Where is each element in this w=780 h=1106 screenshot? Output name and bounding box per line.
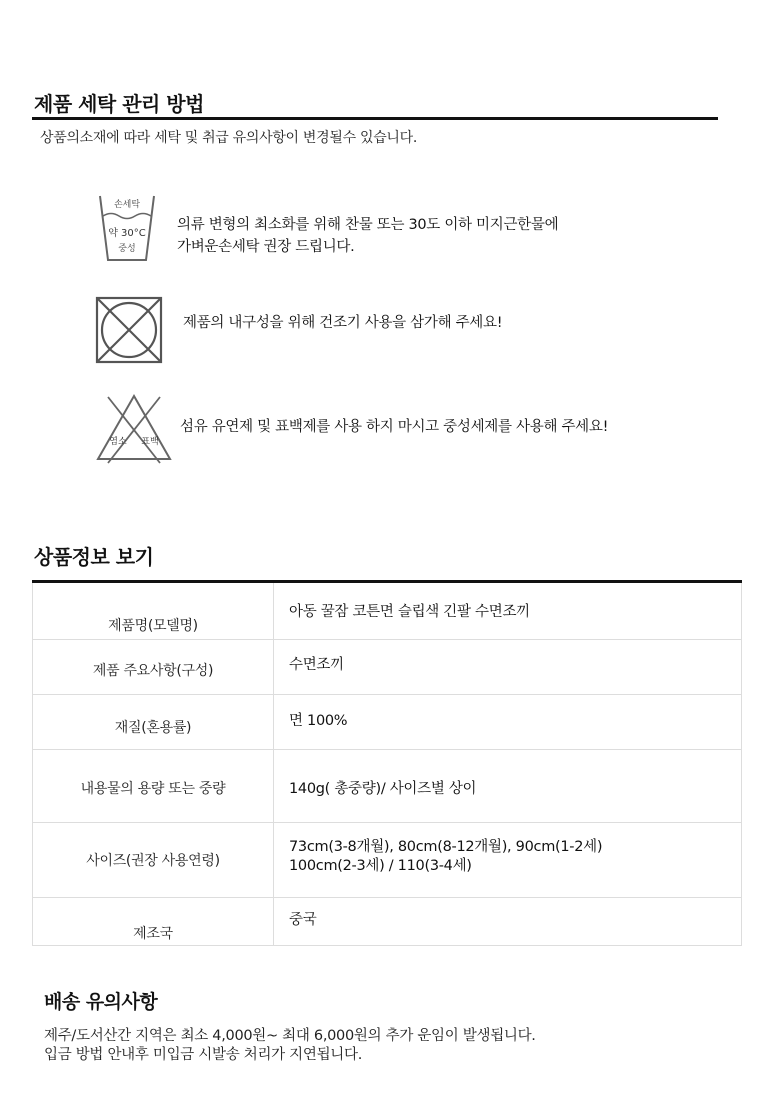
row-label: 제품명(모델명) [108,618,198,634]
table-row [33,898,741,946]
hand-wash-30c-icon [94,190,160,266]
care-item-3-text [180,416,608,438]
row-value: 면 100% [289,713,348,729]
row-value [289,838,602,876]
care-item-1-line-2: 가벼운손세탁 권장 드립니다. [177,239,355,255]
size-line-2: 100cm(2-3세) / 110(3-4세) [289,858,472,874]
table-row [33,695,741,750]
shipping-notice-title: 배송 유의사항 [44,991,158,1013]
row-value: 아동 꿀잠 코튼면 슬립색 긴팔 수면조끼 [289,604,530,620]
neutral-detergent-label: 중성 [118,244,136,254]
shipping-notice-line-2: 입금 방법 안내후 미입금 시발송 처리가 지연됩니다. [44,1047,363,1063]
row-label: 내용물의 용량 또는 중량 [80,781,226,797]
row-label: 제조국 [133,926,173,942]
product-info-title: 상품정보 보기 [34,545,154,569]
table-row [33,583,741,640]
no-bleach-icon [94,391,174,465]
care-section-title: 제품 세탁 관리 방법 [34,92,204,116]
table-row [33,750,741,823]
row-value: 140g( 총중량)/ 사이즈별 상이 [289,781,477,797]
table-row [33,823,741,898]
care-item-2-text [183,312,502,334]
care-item-1-line-1: 의류 변형의 최소화를 위해 찬물 또는 30도 이하 미지근한물에 [177,217,559,233]
size-line-1: 73cm(3-8개월), 80cm(8-12개월), 90cm(1-2세) [289,839,603,855]
row-value: 중국 [289,912,317,928]
row-value: 수면조끼 [289,657,344,673]
product-info-table [32,583,742,946]
hand-wash-label: 손세탁 [113,200,141,210]
no-tumble-dry-icon [94,295,164,365]
row-label: 재질(혼용률) [114,720,192,736]
row-label: 제품 주요사항(구성) [92,663,214,679]
row-label: 사이즈(권장 사용연령) [86,853,220,869]
care-item-2-line-1: 제품의 내구성을 위해 건조기 사용을 삼가해 주세요! [183,315,503,331]
shipping-notice-line-1: 제주/도서산간 지역은 최소 4,000원~ 최대 6,000원의 추가 운임이 발생됩니다. [44,1028,536,1044]
care-section-divider [32,117,718,120]
temperature-label: 약 30°C [108,228,146,239]
care-section-subtitle: 상품의소재에 따라 세탁 및 취급 유의사항이 변경될수 있습니다. [40,130,418,146]
care-item-1-text [177,214,558,258]
chlorine-label: 염소 [109,437,127,447]
table-row [33,640,741,695]
bleach-label: 표백 [141,437,159,447]
care-item-3-line-1: 섬유 유연제 및 표백제를 사용 하지 마시고 중성세제를 사용해 주세요! [180,419,609,435]
